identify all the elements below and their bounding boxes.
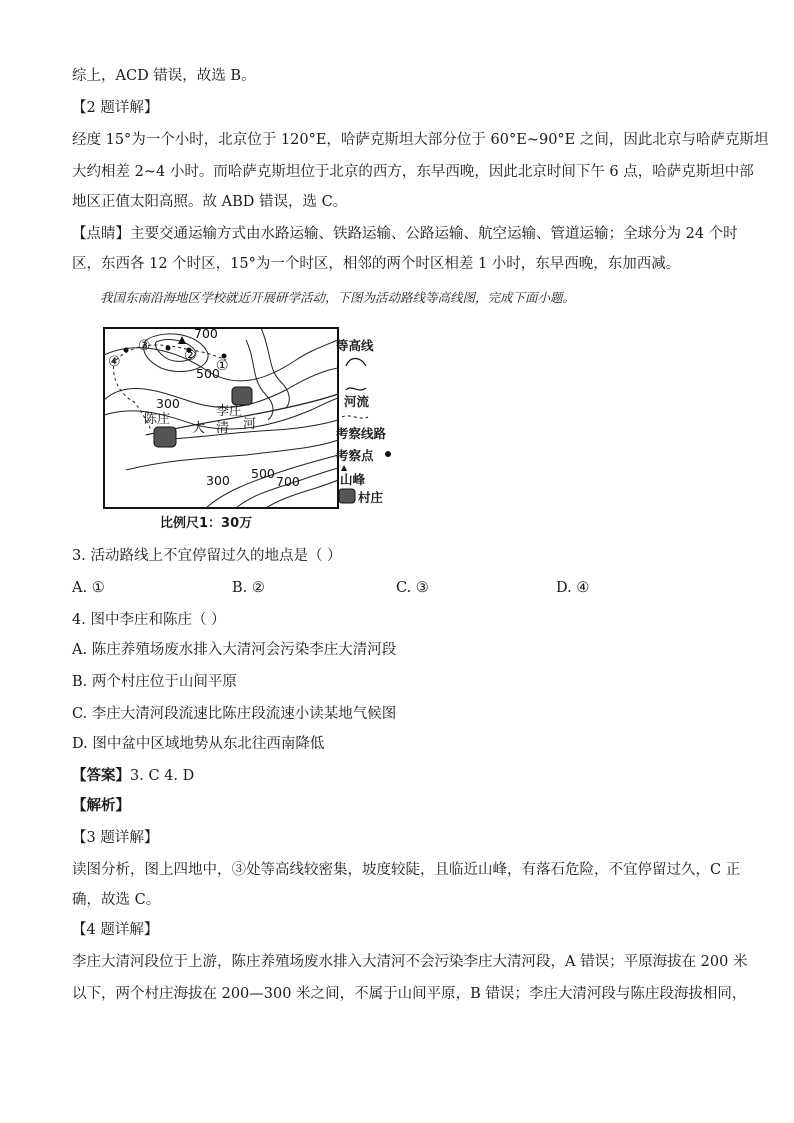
village-icon-lizhuang xyxy=(232,387,252,405)
q3-option-c: C. ③ xyxy=(396,580,429,596)
map-legend xyxy=(334,336,404,506)
legend-route-symbol xyxy=(340,412,370,422)
river-label: 大 xyxy=(192,421,206,436)
answer-text: 3. C 4. D xyxy=(130,768,195,784)
text-line: 李庄大清河段位于上游，陈庄养殖场废水排入大清河不会污染李庄大清河段，A 错误；平原海拔在 200 米 xyxy=(72,954,748,970)
river-label: 河 xyxy=(243,417,257,432)
text-line: 经度 15°为一个小时，北京位于 120°E，哈萨克斯坦大部分位于 60°E~90°E 之间，因此北京与哈萨克斯坦 xyxy=(72,132,769,148)
river-label: 清 xyxy=(216,421,230,436)
contour-label: 300 xyxy=(206,473,230,488)
legend-contour-label: 等高线 xyxy=(336,338,374,353)
q4-option-a: A. 陈庄养殖场废水排入大清河会污染李庄大清河段 xyxy=(72,642,397,658)
text-line: 以下，两个村庄海拔在 200—300 米之间，不属于山间平原，B 错误；李庄大清河段与陈庄段海拔相同， xyxy=(72,986,747,1002)
figure-caption: 我国东南沿海地区学校就近开展研学活动，下图为活动路线等高线图，完成下面小题。 xyxy=(100,290,576,305)
map-scale: 比例尺1：30万 xyxy=(160,516,253,531)
legend-village-icon xyxy=(338,488,356,504)
village-label-lizhuang: 李庄 xyxy=(216,404,243,419)
text-line: 地区正值太阳高照。故 ABD 错误，选 C。 xyxy=(72,194,348,210)
point-label-3: ③ xyxy=(138,338,151,354)
point-label-4: ④ xyxy=(108,354,121,370)
legend-peak-label: 山峰 xyxy=(340,472,366,487)
answer-tag: 【答案】 xyxy=(72,767,130,784)
section-heading: 【2 题详解】 xyxy=(72,100,159,116)
q3-option-a: A. ① xyxy=(72,580,105,596)
contour-line xyxy=(261,328,289,408)
text-line: 综上，ACD 错误，故选 B。 xyxy=(72,68,256,84)
text-line: 大约相差 2~4 小时。而哈萨克斯坦位于北京的西方，东早西晚，因此北京时间下午 6 点，哈萨克斯坦中部 xyxy=(72,164,754,180)
point-label-1: ① xyxy=(216,358,229,374)
q4-option-c: C. 李庄大清河段流速比陈庄段流速小读某地气候图 xyxy=(72,706,397,722)
question-4-stem: 4. 图中李庄和陈庄（ ） xyxy=(72,612,226,628)
q4-option-d: D. 图中盆中区域地势从东北往西南降低 xyxy=(72,736,325,752)
text-line: 区，东西各 12 个时区，15°为一个时区，相邻的两个时区相差 1 小时，东早西晚，东加西减。 xyxy=(72,256,681,272)
contour-label: 500 xyxy=(196,366,220,381)
legend-contour-symbol xyxy=(344,354,368,368)
text-line: 读图分析，图上四地中，③处等高线较密集，坡度较陡，且临近山峰，有落石危险，不宜停留过久，C 正 xyxy=(72,862,741,878)
village-label-chenzhuang: 陈庄 xyxy=(144,412,171,427)
contour-label: 700 xyxy=(276,474,300,489)
contour-label: 300 xyxy=(156,396,180,411)
legend-point-symbol xyxy=(384,450,392,458)
legend-route-label: 考察线路 xyxy=(336,426,387,441)
text-line: 确，故选 C。 xyxy=(72,892,161,908)
q3-option-d: D. ④ xyxy=(556,580,590,596)
detail4-heading: 【4 题详解】 xyxy=(72,922,159,938)
text-line: 【点睛】主要交通运输方式由水路运输、铁路运输、公路运输、航空运输、管道运输；全球分为 24 个时 xyxy=(72,226,738,242)
contour-label: 700 xyxy=(194,326,218,341)
survey-point xyxy=(166,346,171,351)
legend-point-label: 考察点 xyxy=(336,448,374,463)
analysis-heading: 【解析】 xyxy=(72,797,130,814)
legend-village-label: 村庄 xyxy=(358,490,384,505)
q4-option-b: B. 两个村庄位于山间平原 xyxy=(72,674,237,690)
detail3-heading: 【3 题详解】 xyxy=(72,830,159,846)
legend-river-label: 河流 xyxy=(344,394,370,409)
q3-option-b: B. ② xyxy=(232,580,265,596)
contour-label: 500 xyxy=(251,466,275,481)
peak-icon xyxy=(178,336,186,344)
point-label-2: ② xyxy=(184,348,197,364)
village-icon-chenzhuang xyxy=(154,427,176,447)
survey-point xyxy=(124,348,129,353)
answer-line xyxy=(72,766,732,786)
question-3-stem: 3. 活动路线上不宜停留过久的地点是（ ） xyxy=(72,548,342,564)
